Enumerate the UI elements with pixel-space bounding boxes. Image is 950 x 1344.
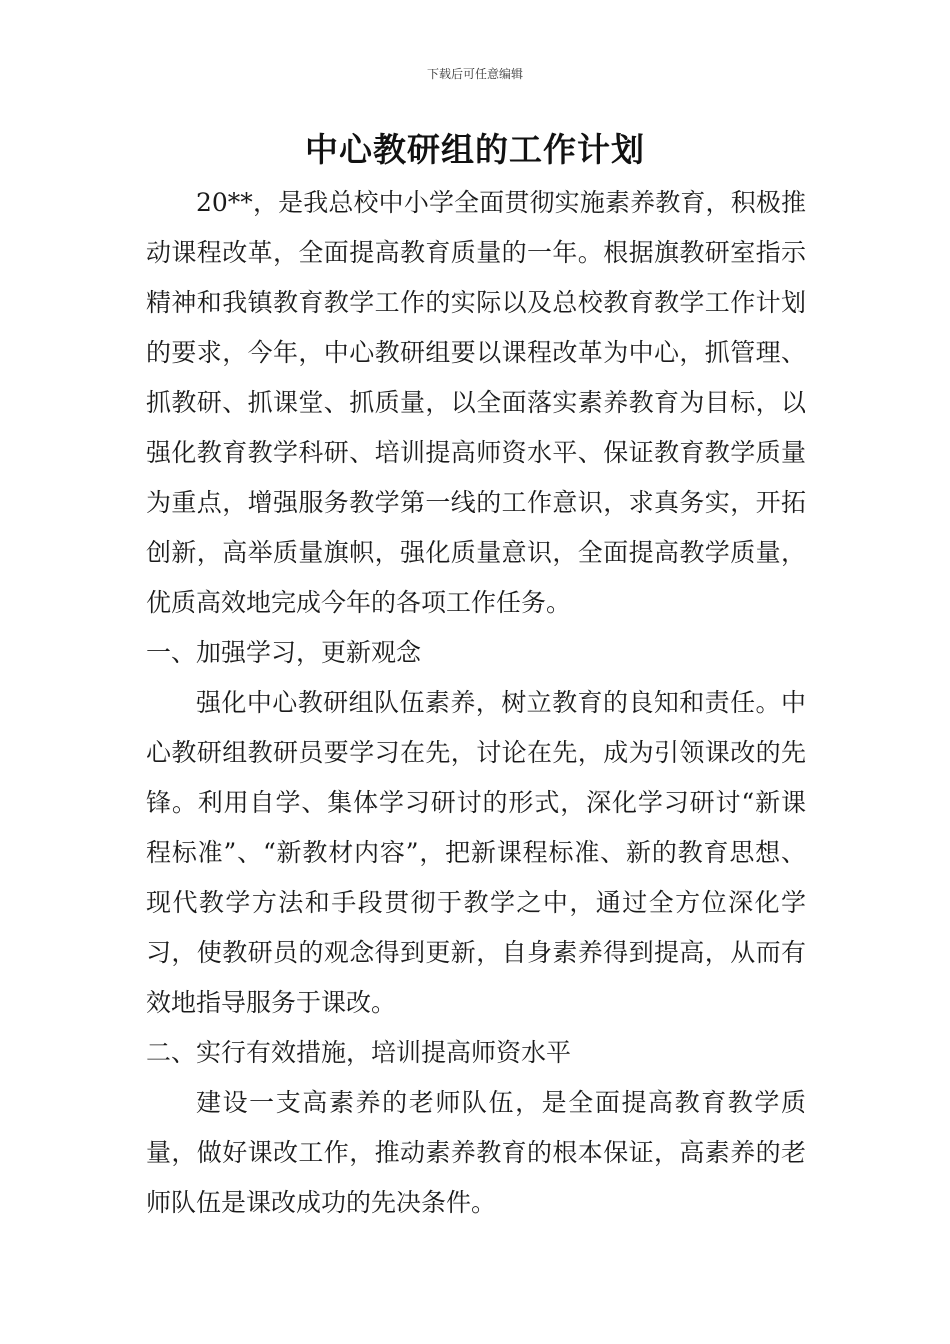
section-1-paragraph: 强化中心教研组队伍素养，树立教育的良知和责任。中心教研组教研员要学习在先，讨论在先，成为引领课改的先锋。利用自学、集体学习研讨的形式，深化学习研讨“新课程标准”、“新教材内容”，把新课程标准、新的教育思想、现代教学方法和手段贯彻于教学之中，通过全方位深化学习，使教研员的观念得到更新，自身素养得到提高，从而有效地指导服务于课改。 (146, 688, 806, 1017)
document-title: 中心教研组的工作计划 (305, 130, 645, 169)
section-heading-2: 二、实行有效措施，培训提高师资水平 (146, 1038, 572, 1067)
section-2-paragraph: 建设一支高素养的老师队伍，是全面提高教育教学质量，做好课改工作，推动素养教育的根本保证，高素养的老师队伍是课改成功的先决条件。 (146, 1088, 806, 1217)
intro-paragraph: 20**，是我总校中小学全面贯彻实施素养教育，积极推动课程改革，全面提高教育质量的一年。根据旗教研室指示精神和我镇教育教学工作的实际以及总校教育教学工作计划的要求，今年，中心教研组要以课程改革为中心，抓管理、抓教研、抓课堂、抓质量，以全面落实素养教育为目标，以强化教育教学科研、培训提高师资水平、保证教育教学质量为重点，增强服务教学第一线的工作意识，求真务实，开拓创新，高举质量旗帜，强化质量意识，全面提高教学质量，优质高效地完成今年的各项工作任务。 (146, 188, 806, 617)
document-body (146, 178, 806, 1228)
header-note: 下载后可任意编辑 (426, 67, 523, 81)
section-heading-1: 一、加强学习，更新观念 (146, 638, 422, 667)
